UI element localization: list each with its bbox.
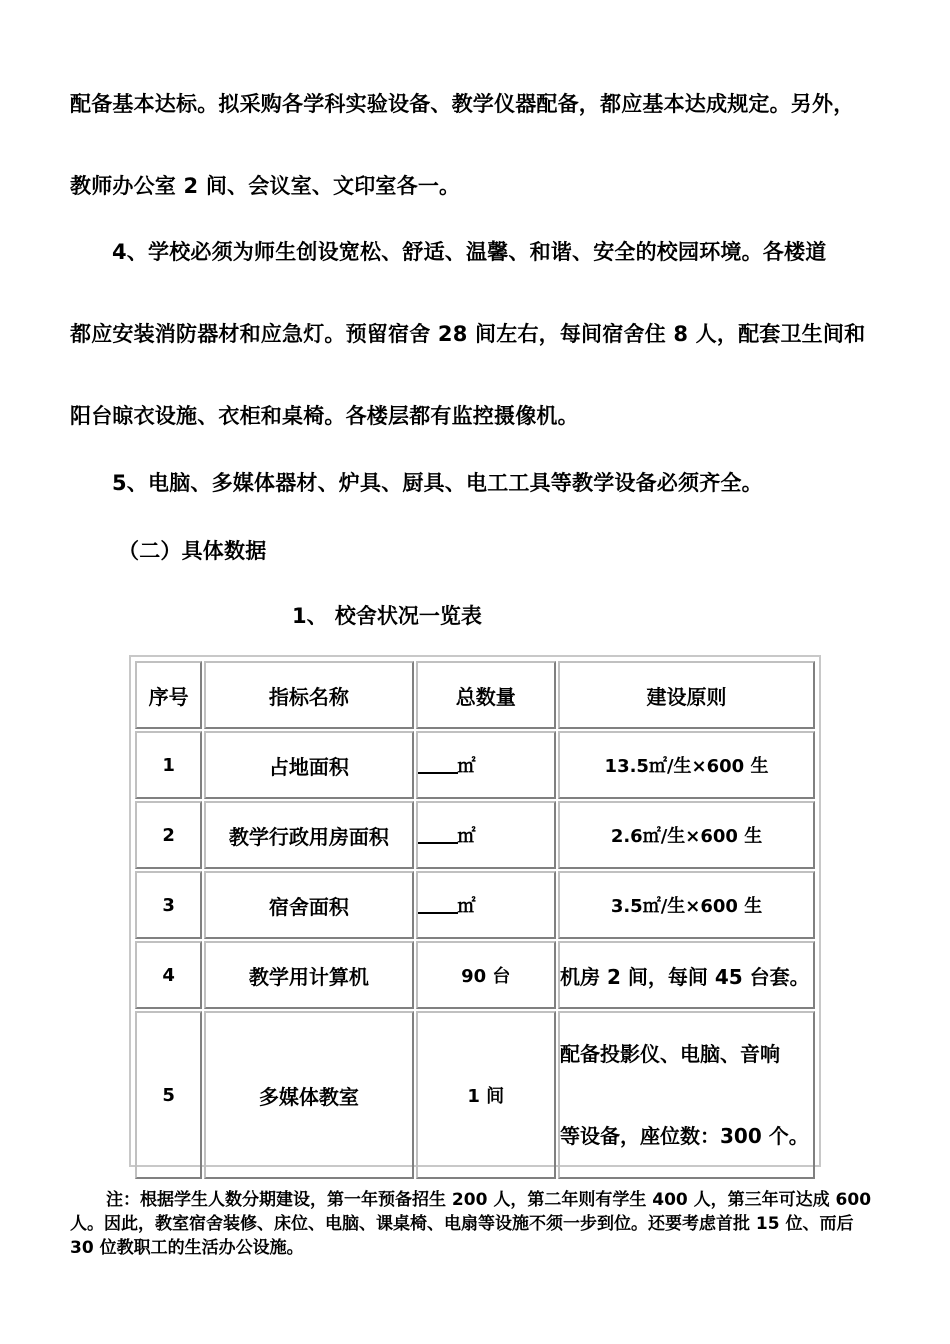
row-quantity (416, 801, 557, 869)
table-row (135, 801, 815, 869)
table-row (135, 731, 815, 799)
row-name: 占地面积 (204, 731, 413, 799)
header-cell: 序号 (135, 661, 202, 729)
unit-label: ㎡ (457, 826, 476, 847)
row-name: 教学行政用房面积 (204, 801, 413, 869)
row-rule: 2.6㎡/生×600 生 (558, 801, 815, 869)
row-number: 3 (135, 871, 202, 939)
unit-label: ㎡ (457, 896, 476, 917)
header-cell: 建设原则 (558, 661, 815, 729)
paragraph-line: 配备基本达标。拟采购各学科实验设备、教学仪器配备，都应基本达成规定。另外， (70, 92, 855, 116)
row-name: 多媒体教室 (204, 1011, 413, 1179)
paragraph-line: 4、学校必须为师生创设宽松、舒适、温馨、和谐、安全的校园环境。各楼道 (112, 240, 827, 264)
row-quantity: 1 间 (416, 1011, 557, 1179)
fill-in-blank (418, 754, 458, 774)
row-quantity: 90 台 (416, 941, 557, 1009)
footnote (70, 1188, 880, 1260)
row-rule: 13.5㎡/生×600 生 (558, 731, 815, 799)
row-number: 5 (135, 1011, 202, 1179)
row-name: 宿舍面积 (204, 871, 413, 939)
row-rule: 3.5㎡/生×600 生 (558, 871, 815, 939)
fill-in-blank (418, 824, 458, 844)
table-row (135, 1011, 815, 1179)
header-cell: 指标名称 (204, 661, 413, 729)
table-caption: 1、 校舍状况一览表 (292, 604, 482, 628)
row-quantity (416, 731, 557, 799)
header-cell: 总数量 (416, 661, 557, 729)
paragraph-line: 阳台晾衣设施、衣柜和桌椅。各楼层都有监控摄像机。 (70, 404, 579, 428)
row-number: 1 (135, 731, 202, 799)
row-number: 4 (135, 941, 202, 1009)
row-name: 教学用计算机 (204, 941, 413, 1009)
fill-in-blank (418, 894, 458, 914)
paragraph-line: 5、电脑、多媒体器材、炉具、厨具、电工工具等教学设备必须齐全。 (112, 471, 763, 495)
row-quantity (416, 871, 557, 939)
school-building-table (129, 655, 821, 1167)
paragraph-line: 都应安装消防器材和应急灯。预留宿舍 28 间左右，每间宿舍住 8 人，配套卫生间和 (70, 322, 866, 346)
row-number: 2 (135, 801, 202, 869)
unit-label: ㎡ (457, 756, 476, 777)
table-row (135, 871, 815, 939)
row-rule: 机房 2 间，每间 45 台套。 (558, 941, 815, 1009)
table-row (135, 941, 815, 1009)
footnote-text: 注：根据学生人数分期建设，第一年预备招生 200 人，第二年则有学生 400 人，第三年可达成 600 人。因此，教室宿舍装修、床位、电脑、课桌椅、电扇等设施不须一步到位。还要考虑首批 15 位、而后 30 位教职工的生活办公设施。 (70, 1190, 872, 1258)
table-header-row (135, 661, 815, 729)
rule-line: 等设备，座位数：300 个。 (560, 1124, 809, 1148)
section-heading: （二）具体数据 (118, 539, 267, 563)
rule-line: 配备投影仪、电脑、音响 (560, 1042, 781, 1066)
paragraph-line: 教师办公室 2 间、会议室、文印室各一。 (70, 174, 461, 198)
row-rule (558, 1011, 815, 1179)
